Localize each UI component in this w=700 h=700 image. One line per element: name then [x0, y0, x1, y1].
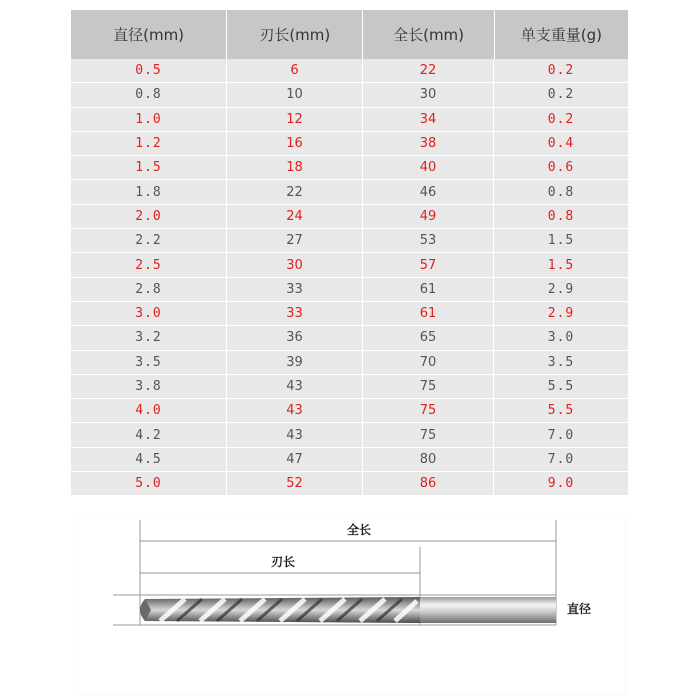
cell-total-length: 22: [363, 59, 494, 82]
cell-weight: 2.9: [547, 306, 575, 322]
header-total-length: 全长(mm): [363, 10, 494, 59]
cell-flute-length: 12: [227, 108, 363, 131]
cell-diameter: 2.8: [71, 278, 227, 301]
cell-weight: 5.5: [547, 403, 575, 419]
cell-flute-length: 30: [227, 253, 363, 276]
table-row: [71, 302, 628, 326]
header-diameter: 直径(mm): [71, 10, 227, 59]
cell-weight: 2.9: [547, 281, 575, 297]
cell-flute-length: 6: [227, 59, 363, 82]
table-row: [71, 472, 628, 496]
cell-diameter: 0.8: [71, 83, 227, 106]
cell-diameter: 2.0: [71, 205, 227, 228]
cell-weight: 0.8: [547, 208, 575, 224]
cell-weight: 5.5: [547, 379, 575, 394]
cell-flute-length: 22: [227, 180, 363, 203]
cell-flute-length: 33: [227, 278, 363, 301]
cell-diameter: 1.0: [71, 108, 227, 131]
cell-weight: 3.0: [547, 330, 575, 346]
table-header: [71, 10, 628, 59]
cell-diameter: 1.5: [71, 156, 227, 179]
table-row: [71, 229, 628, 253]
total-length-label: 全长: [347, 523, 372, 537]
table-row: [71, 253, 628, 277]
cell-diameter: 1.8: [71, 180, 227, 203]
cell-diameter: 3.2: [71, 326, 227, 349]
table-row: [71, 423, 628, 447]
table-row: [71, 180, 628, 204]
cell-flute-length: 43: [227, 423, 363, 446]
table-row: [71, 108, 628, 132]
cell-diameter: 2.5: [71, 253, 227, 276]
drill-bit-illustration: [75, 515, 625, 695]
cell-total-length: 61: [363, 302, 494, 325]
cell-weight: 0.6: [547, 160, 575, 176]
cell-weight: 0.2: [547, 111, 575, 127]
cell-diameter: 3.8: [71, 375, 227, 398]
cell-diameter: 5.0: [71, 472, 227, 495]
cell-weight: 0.8: [547, 184, 575, 200]
cell-weight: 1.5: [547, 257, 575, 273]
cell-flute-length: 36: [227, 326, 363, 349]
table-row: [71, 326, 628, 350]
table-row: [71, 59, 628, 83]
cell-flute-length: 18: [227, 156, 363, 179]
cell-total-length: 61: [363, 278, 494, 301]
cell-total-length: 38: [363, 132, 494, 155]
cell-total-length: 75: [363, 399, 494, 422]
table-row: [71, 278, 628, 302]
table-row: [71, 375, 628, 399]
cell-total-length: 57: [363, 253, 494, 276]
cell-diameter: 3.5: [71, 351, 227, 374]
cell-total-length: 75: [363, 423, 494, 446]
cell-total-length: 30: [363, 83, 494, 106]
header-weight: 单支重量(g): [520, 26, 602, 44]
cell-total-length: 75: [363, 375, 494, 398]
table-row: [71, 83, 628, 107]
cell-weight: 9.0: [547, 476, 575, 492]
cell-total-length: 65: [363, 326, 494, 349]
cell-flute-length: 47: [227, 448, 363, 471]
table-body: [71, 59, 628, 496]
cell-diameter: 1.2: [71, 132, 227, 155]
cell-flute-length: 43: [227, 399, 363, 422]
cell-total-length: 46: [363, 180, 494, 203]
cell-total-length: 80: [363, 448, 494, 471]
cell-diameter: 4.2: [71, 423, 227, 446]
cell-weight: 0.2: [547, 87, 575, 103]
cell-weight: 0.4: [547, 136, 575, 152]
cell-weight: 3.5: [547, 354, 575, 370]
cell-total-length: 34: [363, 108, 494, 131]
cell-weight: 7.0: [547, 427, 575, 443]
cell-total-length: 53: [363, 229, 494, 252]
table-row: [71, 156, 628, 180]
cell-flute-length: 24: [227, 205, 363, 228]
table-row: [71, 132, 628, 156]
cell-diameter: 0.5: [71, 59, 227, 82]
table-row: [71, 399, 628, 423]
cell-weight: 7.0: [547, 451, 575, 467]
cell-diameter: 2.2: [71, 229, 227, 252]
cell-flute-length: 27: [227, 229, 363, 252]
cell-weight: 0.2: [547, 63, 575, 79]
table-row: [71, 448, 628, 472]
cell-total-length: 49: [363, 205, 494, 228]
header-flute-length: 刃长(mm): [227, 10, 363, 59]
diameter-label: 直径: [567, 602, 592, 616]
cell-diameter: 4.0: [71, 399, 227, 422]
cell-flute-length: 16: [227, 132, 363, 155]
table-row: [71, 351, 628, 375]
cell-total-length: 70: [363, 351, 494, 374]
table-row: [71, 205, 628, 229]
cell-diameter: 3.0: [71, 302, 227, 325]
cell-flute-length: 10: [227, 83, 363, 106]
cell-flute-length: 33: [227, 302, 363, 325]
flute-length-label: 刃长: [271, 555, 296, 569]
cell-weight: 1.5: [547, 233, 575, 249]
cell-total-length: 40: [363, 156, 494, 179]
cell-diameter: 4.5: [71, 448, 227, 471]
cell-flute-length: 52: [227, 472, 363, 495]
cell-flute-length: 43: [227, 375, 363, 398]
cell-flute-length: 39: [227, 351, 363, 374]
spec-table: [71, 10, 628, 496]
drill-diagram: [75, 515, 625, 695]
cell-total-length: 86: [363, 472, 494, 495]
